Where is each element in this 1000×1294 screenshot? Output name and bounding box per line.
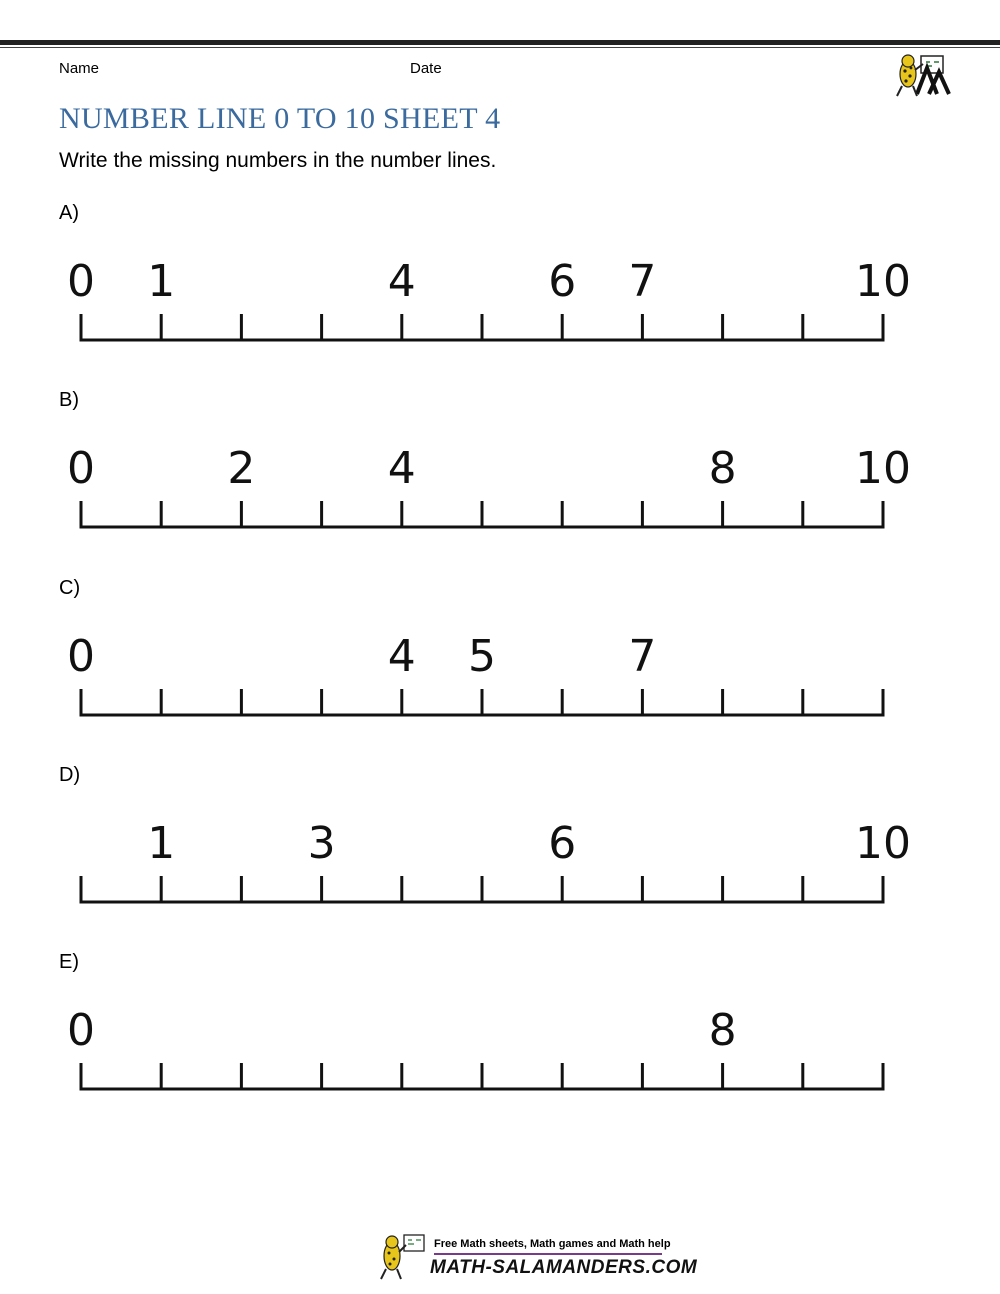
number-line — [0, 202, 1000, 390]
salamander-logo-icon — [378, 1232, 430, 1282]
tick-number-label: 10 — [855, 818, 911, 869]
tick-number-label: 0 — [67, 1005, 95, 1056]
number-line — [0, 389, 1000, 577]
tick-number-label: 1 — [147, 256, 176, 307]
tick-number-label: 3 — [307, 818, 336, 869]
footer-logo — [378, 1232, 698, 1282]
tick-number-label: 4 — [387, 256, 416, 307]
number-line — [0, 951, 1000, 1139]
tick-number-label: 7 — [628, 256, 657, 307]
tick-number-label: 0 — [67, 256, 95, 307]
number-line-problem — [0, 764, 1000, 952]
tick-number-label: 4 — [387, 443, 416, 494]
number-line — [0, 764, 1000, 952]
salamander-logo-icon — [893, 54, 951, 98]
page-title: NUMBER LINE 0 TO 10 SHEET 4 — [59, 102, 501, 135]
top-rule — [0, 40, 1000, 45]
name-label: Name — [59, 60, 100, 77]
problem-label: E) — [59, 951, 79, 973]
tick-number-label: 10 — [855, 256, 911, 307]
tick-number-label: 6 — [548, 818, 577, 869]
problem-label: B) — [59, 389, 79, 411]
problem-label: D) — [59, 764, 81, 786]
tick-number-label: 8 — [708, 443, 737, 494]
tick-number-label: 4 — [387, 631, 416, 682]
tick-number-label: 0 — [67, 443, 95, 494]
tick-number-label: 1 — [147, 818, 176, 869]
tick-number-label: 5 — [468, 631, 496, 682]
number-line-problem — [0, 389, 1000, 577]
number-line-problem — [0, 577, 1000, 765]
tick-number-label: 6 — [548, 256, 577, 307]
footer-site-link[interactable]: MATH-SALAMANDERS.COM — [430, 1257, 698, 1278]
tick-number-label: 7 — [628, 631, 657, 682]
number-line-problem — [0, 202, 1000, 390]
number-line — [0, 577, 1000, 765]
tick-number-label: 10 — [855, 443, 911, 494]
problem-label: A) — [59, 202, 79, 224]
tick-number-label: 8 — [708, 1005, 737, 1056]
tick-number-label: 0 — [67, 631, 95, 682]
instructions: Write the missing numbers in the number lines. — [59, 149, 497, 172]
top-rule-thin — [0, 47, 1000, 48]
date-label: Date — [410, 60, 442, 77]
number-line-problem — [0, 951, 1000, 1139]
footer-tagline: Free Math sheets, Math games and Math help — [434, 1238, 671, 1250]
footer-rule — [434, 1253, 662, 1255]
problem-label: C) — [59, 577, 81, 599]
tick-number-label: 2 — [227, 443, 256, 494]
